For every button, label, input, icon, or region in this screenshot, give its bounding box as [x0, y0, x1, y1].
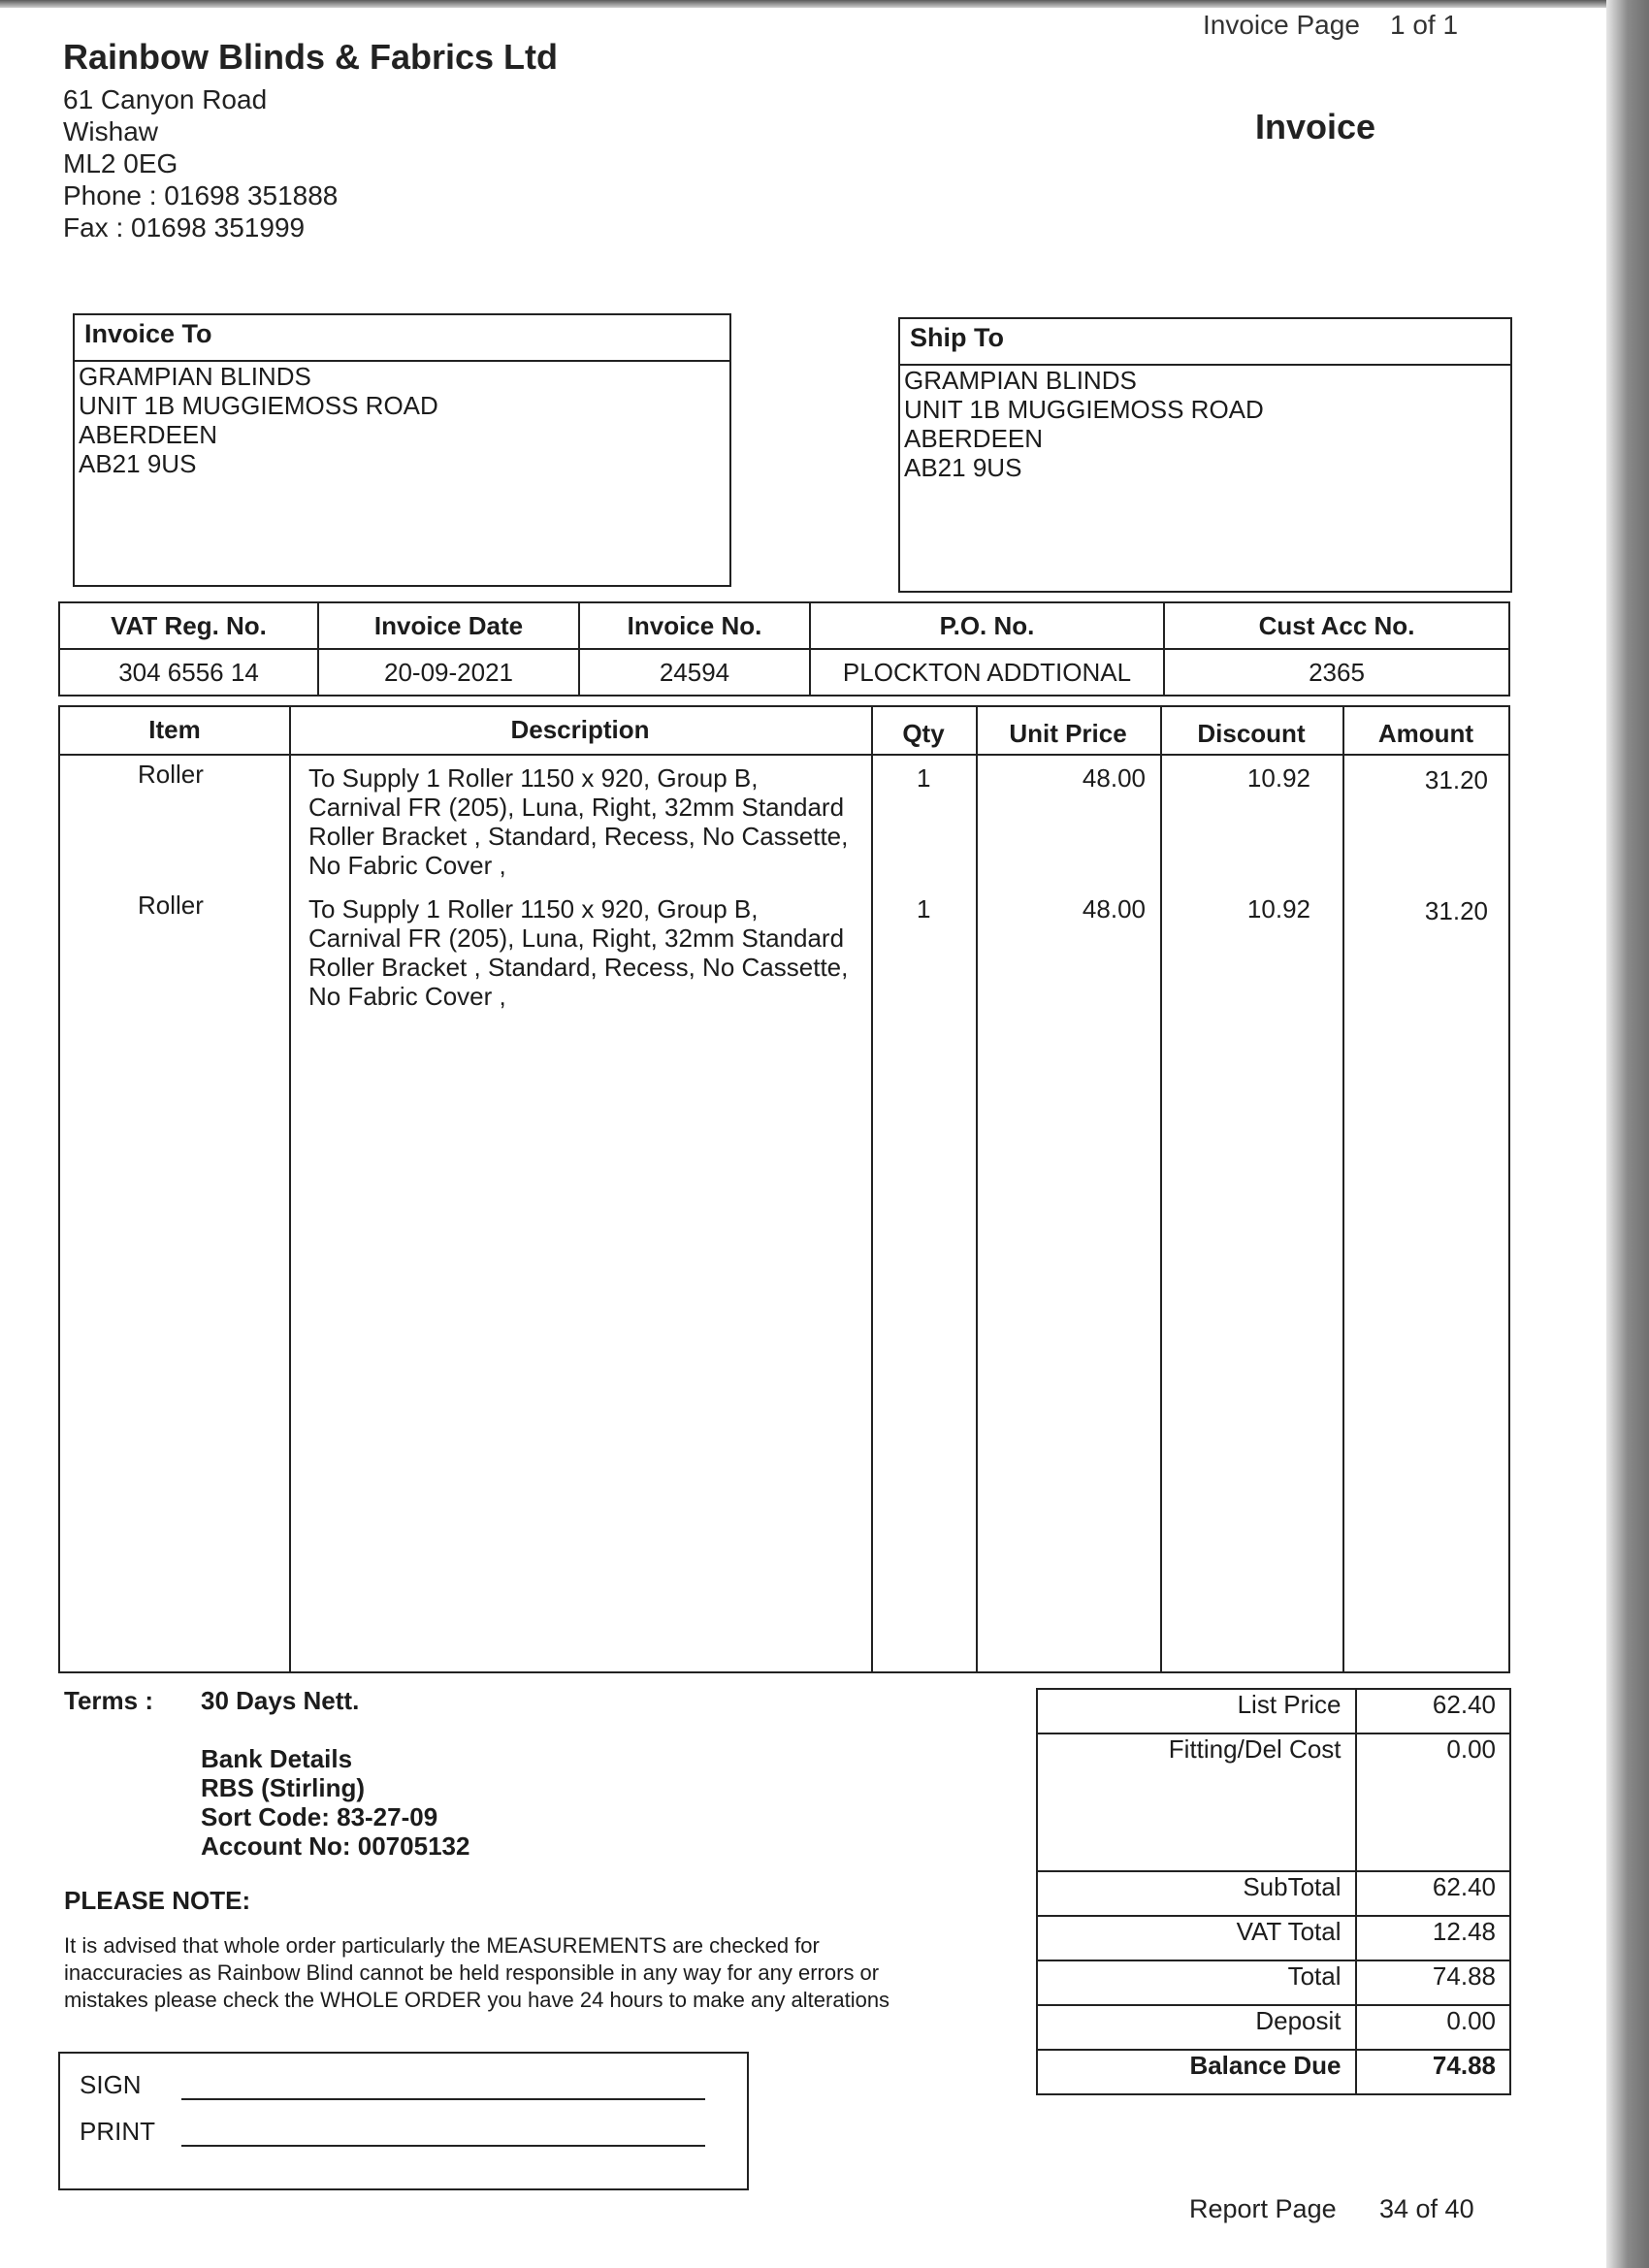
- list-price-value: 62.40: [1356, 1689, 1510, 1733]
- vat-total-label: VAT Total: [1037, 1916, 1356, 1960]
- ship-to-label: Ship To: [900, 319, 1510, 366]
- note-line: inaccuracies as Rainbow Blind cannot be held responsible in any way for any errors or: [64, 1960, 880, 1985]
- bank-name: RBS (Stirling): [201, 1773, 365, 1802]
- description-line: To Supply 1 Roller 1150 x 920, Group B,: [308, 763, 759, 793]
- amount-column-header: Amount: [1377, 719, 1474, 748]
- item-column-header: Item: [148, 715, 201, 744]
- table-row-qty: 1: [917, 894, 931, 923]
- bank-details-heading: Bank Details: [201, 1744, 353, 1773]
- balance-due-label: Balance Due: [1037, 2050, 1356, 2094]
- table-row-unit-price: 48.00: [1082, 763, 1146, 793]
- column-divider: [1342, 707, 1344, 1671]
- discount-column-header: Discount: [1197, 719, 1306, 748]
- invoice-date-header: Invoice Date: [318, 602, 579, 649]
- ship-to-box: [898, 317, 1512, 593]
- invoice-meta-table: [58, 601, 1510, 697]
- fitting-value: 0.00: [1356, 1733, 1510, 1871]
- column-divider: [289, 707, 291, 1671]
- invoice-to-label: Invoice To: [75, 315, 729, 362]
- description-line: No Fabric Cover ,: [308, 982, 506, 1011]
- totals-table: [1036, 1688, 1511, 2095]
- table-row-item: Roller: [138, 760, 204, 789]
- company-address-line: ML2 0EG: [63, 148, 178, 178]
- table-row-discount: 10.92: [1246, 894, 1310, 923]
- table-row-unit-price: 48.00: [1082, 894, 1146, 923]
- table-row-description: [308, 763, 848, 880]
- deposit-value: 0.00: [1356, 2005, 1510, 2050]
- column-divider: [1160, 707, 1162, 1671]
- sign-line[interactable]: [181, 2098, 705, 2100]
- qty-column-header: Qty: [902, 719, 945, 748]
- table-row-item: Roller: [138, 891, 204, 920]
- po-no-value: PLOCKTON ADDTIONAL: [810, 649, 1164, 696]
- po-no-header: P.O. No.: [810, 602, 1164, 649]
- subtotal-value: 62.40: [1356, 1871, 1510, 1916]
- deposit-label: Deposit: [1037, 2005, 1356, 2050]
- description-line: Carnival FR (205), Luna, Right, 32mm Standard: [308, 923, 845, 953]
- table-row-qty: 1: [917, 763, 931, 793]
- vat-total-value: 12.48: [1356, 1916, 1510, 1960]
- unit-price-column-header: Unit Price: [1009, 719, 1127, 748]
- invoice-no-value: 24594: [579, 649, 810, 696]
- description-line: Carnival FR (205), Luna, Right, 32mm Standard: [308, 793, 845, 822]
- vat-reg-value: 304 6556 14: [59, 649, 318, 696]
- fitting-label: Fitting/Del Cost: [1037, 1733, 1356, 1871]
- address-line: ABERDEEN: [904, 424, 1044, 453]
- subtotal-label: SubTotal: [1037, 1871, 1356, 1916]
- total-value: 74.88: [1356, 1960, 1510, 2005]
- invoice-date-value: 20-09-2021: [318, 649, 579, 696]
- report-page-label: Report Page: [1189, 2194, 1337, 2223]
- description-line: Roller Bracket , Standard, Recess, No Cassette,: [308, 822, 849, 851]
- terms-value: 30 Days Nett.: [201, 1686, 360, 1715]
- bank-account-no: Account No: 00705132: [201, 1831, 470, 1861]
- ship-to-address: [900, 366, 1510, 482]
- terms-label: Terms :: [64, 1686, 153, 1715]
- address-line: UNIT 1B MUGGIEMOSS ROAD: [79, 391, 438, 420]
- note-line: It is advised that whole order particularly the MEASUREMENTS are checked for: [64, 1933, 820, 1958]
- balance-due-value: 74.88: [1356, 2050, 1510, 2094]
- total-label: Total: [1037, 1960, 1356, 2005]
- signature-box: [58, 2052, 749, 2190]
- sign-label: SIGN: [80, 2070, 142, 2099]
- note-line: mistakes please check the WHOLE ORDER you have 24 hours to make any alterations: [64, 1988, 890, 2012]
- company-fax: Fax : 01698 351999: [63, 212, 306, 243]
- table-row-amount: 31.20: [1424, 765, 1488, 794]
- company-address-line: 61 Canyon Road: [63, 84, 268, 114]
- table-row-description: [308, 894, 848, 1011]
- address-line: ABERDEEN: [79, 420, 218, 449]
- column-divider: [976, 707, 978, 1671]
- address-line: AB21 9US: [904, 453, 1022, 482]
- description-column-header: Description: [510, 715, 650, 744]
- description-line: No Fabric Cover ,: [308, 851, 506, 880]
- print-line[interactable]: [181, 2145, 705, 2147]
- invoice-no-header: Invoice No.: [579, 602, 810, 649]
- address-line: AB21 9US: [79, 449, 197, 478]
- description-line: Roller Bracket , Standard, Recess, No Cassette,: [308, 953, 849, 982]
- address-line: GRAMPIAN BLINDS: [904, 366, 1137, 395]
- print-label: PRINT: [80, 2117, 155, 2146]
- description-line: To Supply 1 Roller 1150 x 920, Group B,: [308, 894, 759, 923]
- items-table: [58, 705, 1510, 1673]
- invoice-to-box: [73, 313, 731, 587]
- invoice-to-address: [75, 362, 729, 478]
- list-price-label: List Price: [1037, 1689, 1356, 1733]
- bank-sort-code: Sort Code: 83-27-09: [201, 1802, 438, 1831]
- document-title: Invoice: [1255, 107, 1376, 146]
- table-row-amount: 31.20: [1424, 896, 1488, 925]
- scan-right-edge: [1606, 0, 1649, 2268]
- table-row-discount: 10.92: [1246, 763, 1310, 793]
- cust-acc-value: 2365: [1164, 649, 1509, 696]
- address-line: UNIT 1B MUGGIEMOSS ROAD: [904, 395, 1264, 424]
- note-heading: PLEASE NOTE:: [64, 1886, 251, 1915]
- note-body: [64, 1932, 995, 2014]
- report-page-count: 34 of 40: [1379, 2194, 1474, 2223]
- company-name: Rainbow Blinds & Fabrics Ltd: [63, 37, 559, 77]
- vat-reg-header: VAT Reg. No.: [59, 602, 318, 649]
- invoice-page-number: Invoice Page 1 of 1: [1203, 10, 1459, 40]
- company-address-line: Wishaw: [63, 116, 159, 146]
- header-divider: [60, 754, 1508, 756]
- column-divider: [871, 707, 873, 1671]
- cust-acc-header: Cust Acc No.: [1164, 602, 1509, 649]
- address-line: GRAMPIAN BLINDS: [79, 362, 311, 391]
- company-phone: Phone : 01698 351888: [63, 180, 339, 211]
- scan-top-edge: [0, 0, 1649, 8]
